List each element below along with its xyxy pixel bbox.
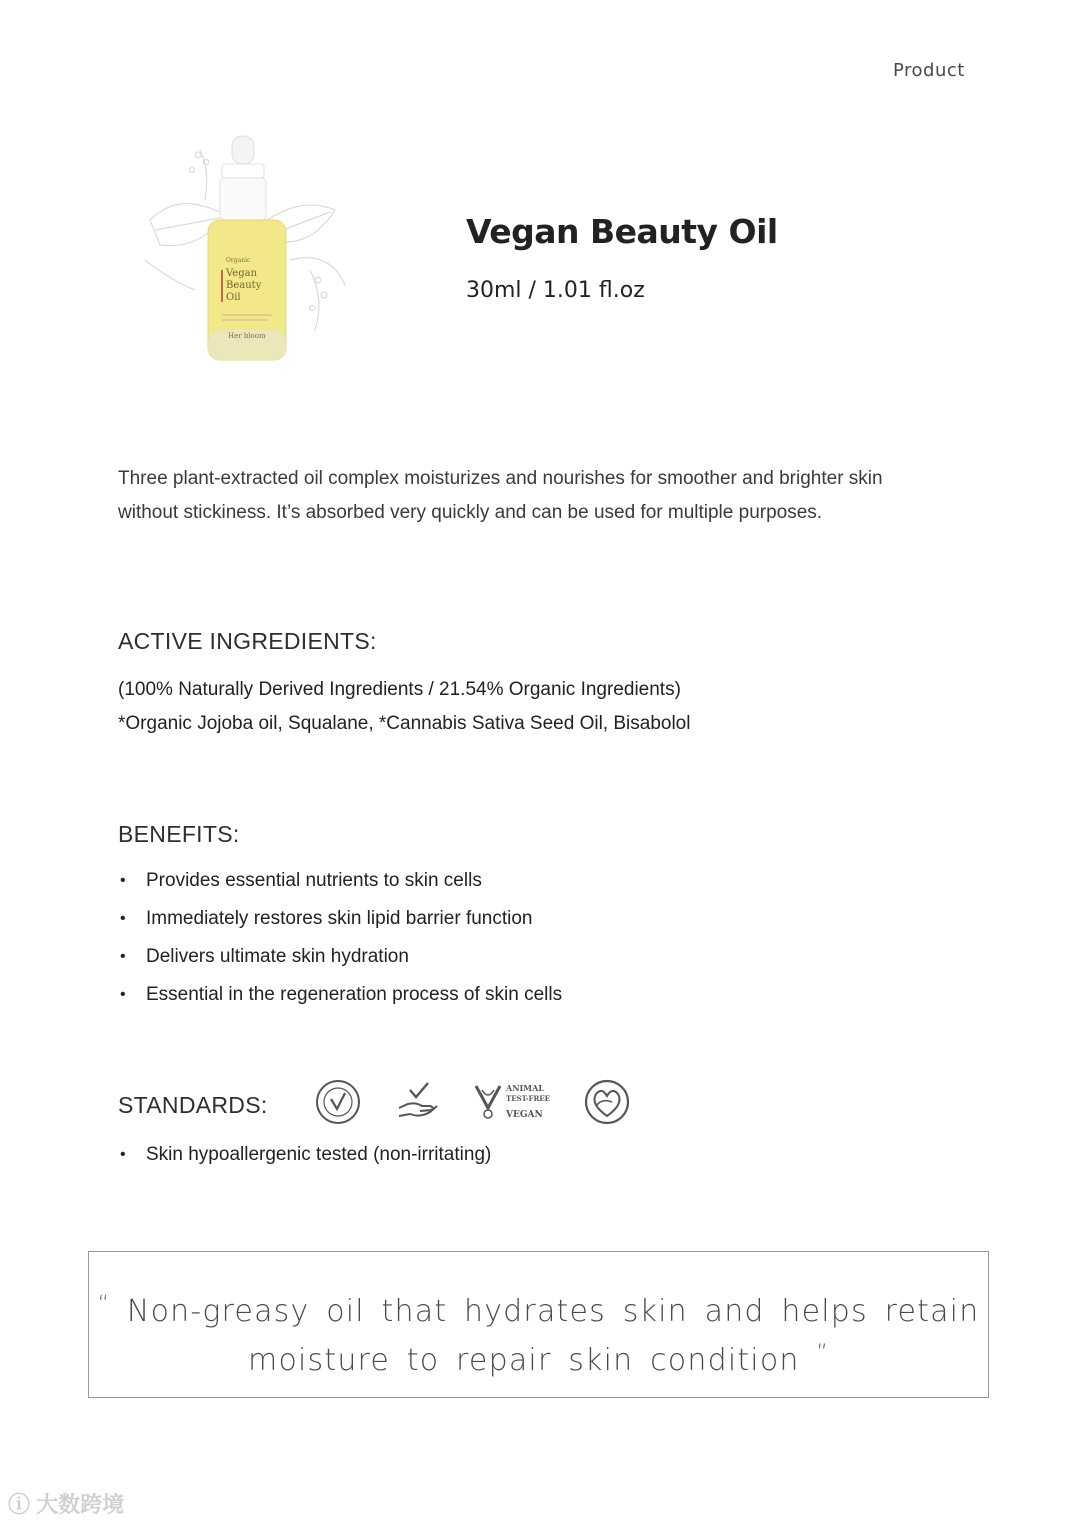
product-size: 30ml / 1.01 fl.oz [466, 278, 645, 303]
close-quote-mark: ” [816, 1341, 829, 1366]
benefits-list [118, 862, 562, 1014]
heart-leaf-icon [582, 1078, 632, 1126]
product-title: Vegan Beauty Oil [466, 212, 778, 251]
watermark-logo-icon: ⓘ [8, 1492, 31, 1517]
benefits-heading: BENEFITS: [118, 821, 240, 847]
open-quote-mark: “ [97, 1292, 111, 1317]
list-item: • Immediately restores skin lipid barrier function [120, 908, 533, 929]
quote-line: moisture to repair skin condition ” [248, 1341, 829, 1378]
page-section-label: Product [893, 60, 965, 81]
bottle-label-beauty: Beauty [226, 280, 262, 291]
product-bottle-image [140, 130, 355, 370]
svg-text:TEST-FREE: TEST-FREE [506, 1094, 551, 1103]
quote-box [88, 1251, 989, 1398]
bottle-label-oil: Oil [226, 292, 241, 303]
watermark: ⓘ 大数跨境 [8, 1492, 125, 1518]
ingredients-summary: (100% Naturally Derived Ingredients / 21.54% Organic Ingredients) [118, 679, 681, 700]
svg-text:VEGAN: VEGAN [506, 1110, 543, 1120]
bottle-label-brand: Her bloom [228, 332, 266, 340]
list-item: • Delivers ultimate skin hydration [120, 946, 409, 967]
hand-check-icon [396, 1078, 440, 1126]
animal-test-free-vegan-icon [474, 1078, 552, 1126]
active-ingredients-heading: ACTIVE INGREDIENTS: [118, 628, 377, 654]
standards-note: • Skin hypoallergenic tested (non-irritating) [120, 1144, 492, 1165]
vegan-formula-icon [314, 1078, 362, 1126]
product-description [118, 462, 978, 530]
bottle-label-vegan: Vegan [226, 268, 258, 279]
svg-text:ANIMAL: ANIMAL [506, 1083, 544, 1093]
list-item: • Essential in the regeneration process of skin cells [120, 984, 563, 1005]
description-line: without stickiness. It’s absorbed very quickly and can be used for multiple purposes. [118, 502, 823, 523]
ingredients-names: *Organic Jojoba oil, Squalane, *Cannabis Sativa Seed Oil, Bisabolol [118, 713, 691, 734]
quote-line: “ Non-greasy oil that hydrates skin and helps retain [97, 1292, 980, 1329]
description-line: Three plant-extracted oil complex moisturizes and nourishes for smoother and brighter skin [118, 468, 883, 489]
ingredients-list [118, 673, 690, 741]
list-item: • Provides essential nutrients to skin cells [120, 870, 482, 891]
bottle-label-organic: Organic [226, 257, 251, 264]
quote-text [89, 1284, 988, 1382]
standards-heading: STANDARDS: [118, 1092, 268, 1118]
